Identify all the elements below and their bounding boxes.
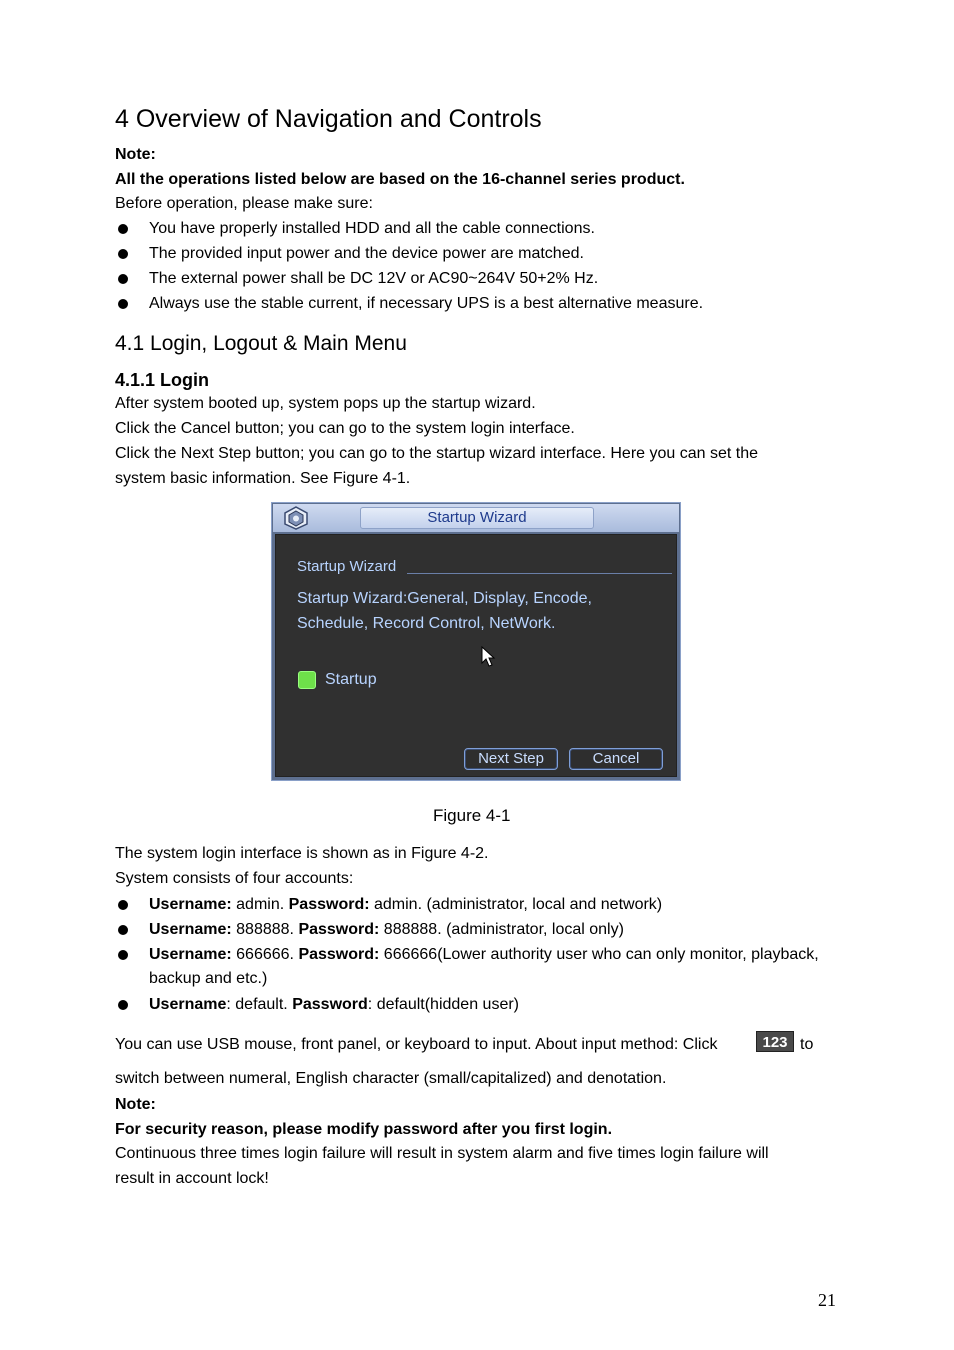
note-label: Note: (115, 1096, 156, 1113)
bullet-icon (118, 274, 128, 284)
account-item: Username: 888888. Password: 888888. (administrator, local only) (149, 921, 624, 938)
bullet-icon (118, 900, 128, 910)
note-text: For security reason, please modify password after you first login. (115, 1121, 613, 1138)
paragraph-line: You can use USB mouse, front panel, or keyboard to input. About input method: Click (115, 1036, 718, 1053)
wizard-section-title: Startup Wizard (297, 558, 397, 575)
wizard-title-box (360, 507, 594, 529)
paragraph-line: Continuous three times login failure will result in system alarm and five times login failure will (115, 1145, 769, 1162)
paragraph-line: The system login interface is shown as in Figure 4-2. (115, 845, 489, 862)
account-item: Username: 666666. Password: 666666(Lower authority user who can only monitor, playback, (149, 946, 819, 963)
paragraph-line: After system booted up, system pops up the startup wizard. (115, 395, 536, 412)
bullet-icon (118, 925, 128, 935)
startup-checkbox-label: Startup (325, 671, 377, 688)
bullet-item: The provided input power and the device power are matched. (149, 245, 584, 262)
section-divider (407, 573, 672, 574)
subsection-heading: 4.1.1 Login (115, 370, 210, 390)
section-heading: 4.1 Login, Logout & Main Menu (115, 332, 407, 355)
input-method-icon: 123 (756, 1031, 794, 1052)
bullet-item: Always use the stable current, if necessary UPS is a best alternative measure. (149, 295, 704, 312)
bullet-item: You have properly installed HDD and all the cable connections. (149, 220, 595, 237)
note-label: Note: (115, 146, 156, 163)
account-item-continuation: backup and etc.) (149, 970, 268, 987)
bullet-icon (118, 299, 128, 309)
bullet-icon (118, 1000, 128, 1010)
paragraph-line: system basic information. See Figure 4-1. (115, 470, 411, 487)
paragraph-line: Click the Cancel button; you can go to the system login interface. (115, 420, 575, 437)
bullet-icon (118, 249, 128, 259)
app-logo-icon (283, 506, 309, 530)
paragraph-line: Click the Next Step button; you can go to the startup wizard interface. Here you can set the (115, 445, 759, 462)
cancel-button[interactable]: Cancel (569, 748, 663, 770)
account-item: Username: default. Password: default(hidden user) (149, 996, 519, 1013)
bullet-icon (118, 224, 128, 234)
next-step-button[interactable]: Next Step (464, 748, 558, 770)
wizard-description: Startup Wizard:General, Display, Encode, (297, 590, 592, 607)
startup-checkbox[interactable] (298, 671, 316, 689)
bullet-icon (118, 950, 128, 960)
mouse-pointer-icon (481, 646, 497, 668)
wizard-title-bar (273, 504, 679, 532)
note-text: All the operations listed below are based on the 16-channel series product. (115, 171, 685, 188)
paragraph-line: System consists of four accounts: (115, 870, 354, 887)
paragraph-line: switch between numeral, English character (small/capitalized) and denotation. (115, 1070, 667, 1087)
page-number: 21 (818, 1290, 836, 1310)
chapter-heading: 4 Overview of Navigation and Controls (115, 105, 542, 133)
startup-wizard-figure (271, 502, 681, 781)
wizard-description: Schedule, Record Control, NetWork. (297, 615, 556, 632)
account-item: Username: admin. Password: admin. (administrator, local and network) (149, 896, 663, 913)
paragraph-line: to (800, 1036, 814, 1053)
figure-caption: Figure 4-1 (433, 806, 511, 825)
wizard-window-title: Startup Wizard (427, 509, 527, 526)
before-operation-text: Before operation, please make sure: (115, 195, 373, 212)
wizard-body (275, 534, 677, 777)
paragraph-line: result in account lock! (115, 1170, 269, 1187)
bullet-item: The external power shall be DC 12V or AC90~264V 50+2% Hz. (149, 270, 599, 287)
